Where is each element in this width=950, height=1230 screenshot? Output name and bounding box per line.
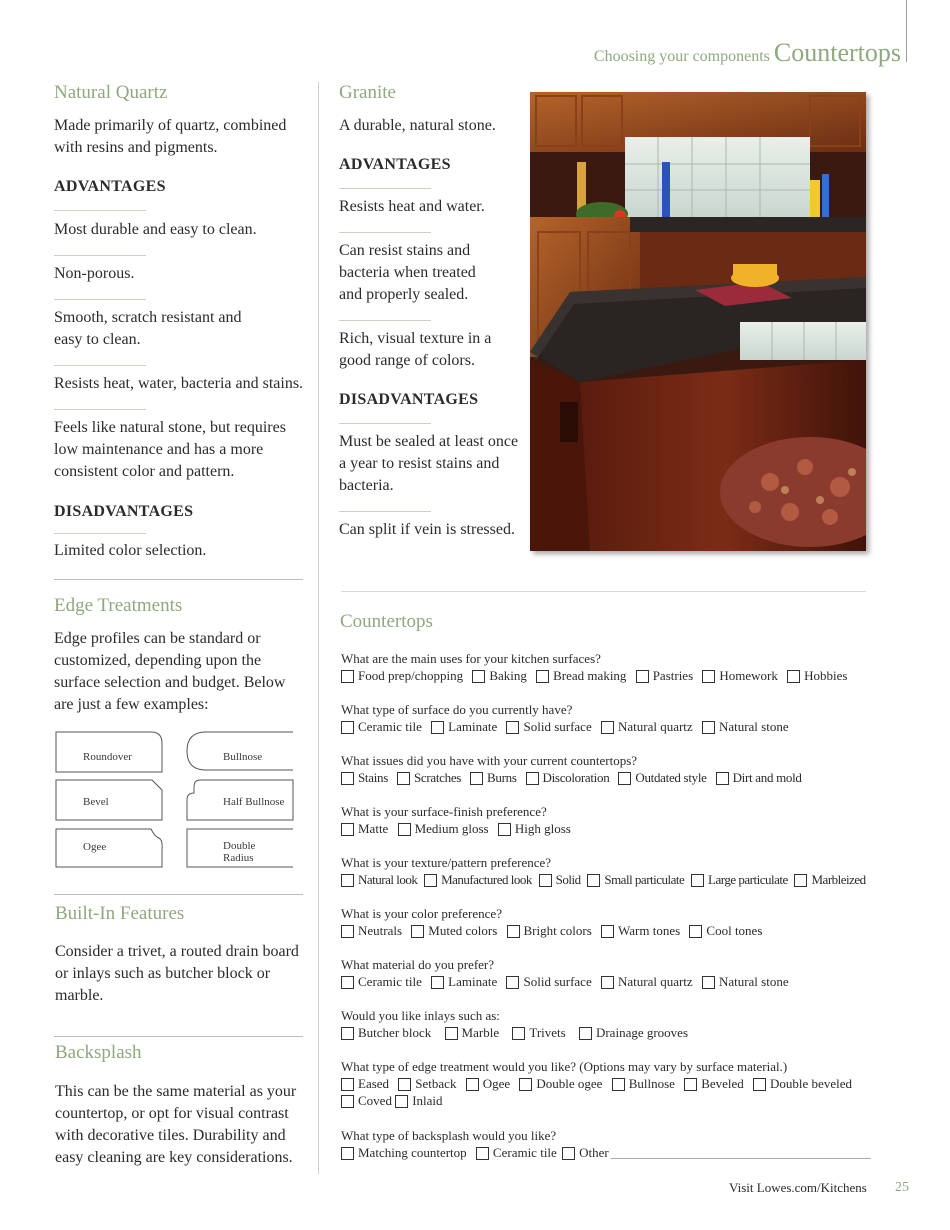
builtin-section [55, 903, 315, 1007]
option-label: Outdated style [635, 770, 707, 785]
checkbox[interactable] [689, 925, 702, 938]
checkbox[interactable] [536, 670, 549, 683]
option-label: Pastries [652, 668, 694, 683]
survey-title: Countertops [340, 611, 433, 632]
checkbox[interactable] [341, 670, 354, 683]
option-label: Small particulate [604, 872, 685, 887]
survey-question [341, 702, 931, 753]
edge-section [54, 595, 304, 716]
checkbox[interactable] [562, 1147, 575, 1160]
divider [54, 533, 146, 534]
divider [339, 511, 431, 512]
option-label: Homework [719, 668, 778, 683]
checkbox[interactable] [341, 1027, 354, 1040]
granite-advantage: Resists heat and water. [339, 198, 485, 215]
divider [54, 365, 146, 366]
option-label: Baking [489, 668, 527, 683]
edge-profile-label: Bullnose [223, 751, 263, 763]
builtin-text: Consider a trivet, a routed drain board or inlays such as butcher block or marble. [55, 943, 299, 1004]
page-number: 25 [895, 1180, 909, 1195]
quartz-advantage: Resists heat, water, bacteria and stains. [54, 375, 304, 392]
option-label: Cool tones [706, 923, 763, 938]
checkbox[interactable] [753, 1078, 766, 1091]
checkbox[interactable] [341, 976, 354, 989]
divider [54, 210, 146, 211]
granite-section [339, 82, 524, 541]
checkbox[interactable] [395, 1095, 408, 1108]
option-label: Butcher block [358, 1025, 432, 1040]
quartz-intro: Made primarily of quartz, combined with resins and pigments. [54, 117, 287, 156]
option-label: Solid [555, 872, 581, 887]
granite-disadvantages-label: DISADVANTAGES [339, 391, 479, 408]
other-input-line[interactable]: ________________________________________ [610, 1145, 871, 1160]
checkbox[interactable] [794, 874, 807, 887]
survey-rule [341, 591, 866, 592]
checkbox[interactable] [612, 1078, 625, 1091]
option-label: Medium gloss [414, 821, 489, 836]
survey-question [341, 855, 931, 906]
survey-question [341, 957, 931, 1008]
checkbox[interactable] [512, 1027, 525, 1040]
option-label: Hobbies [804, 668, 848, 683]
edge-profile-bevel [55, 779, 163, 819]
edge-profile-label: Roundover [83, 751, 132, 763]
option-label: Natural look [358, 872, 418, 887]
option-label: Drainage grooves [595, 1025, 689, 1040]
backsplash-title: Backsplash [55, 1042, 142, 1063]
checkbox[interactable] [526, 772, 539, 785]
divider [339, 423, 431, 424]
divider [339, 232, 431, 233]
option-label: Marbleized [811, 872, 866, 887]
survey-question [341, 1008, 931, 1059]
checkbox[interactable] [341, 823, 354, 836]
granite-disadvantage: Must be sealed at least once a year to resist stains and bacteria. [339, 433, 519, 494]
checkbox[interactable] [445, 1027, 458, 1040]
divider [54, 255, 146, 256]
option-label: Ceramic tile [358, 719, 422, 734]
option-label: Ceramic tile [358, 974, 422, 989]
option-label: Stains [358, 770, 388, 785]
option-label: Bright colors [523, 923, 592, 938]
edge-profile-bullnose [186, 731, 294, 771]
option-label: Ogee [482, 1076, 511, 1091]
option-label: Solid surface [523, 974, 592, 989]
edge-profile-label: Half Bullnose [223, 796, 285, 808]
option-label: Natural stone [718, 719, 789, 734]
checkbox[interactable] [431, 721, 444, 734]
edge-profile-label: Ogee [83, 841, 107, 853]
option-label: Burns [487, 770, 517, 785]
checkbox[interactable] [431, 976, 444, 989]
option-label: Eased [358, 1076, 390, 1091]
quartz-advantages-label: ADVANTAGES [54, 178, 166, 195]
checkbox[interactable] [506, 721, 519, 734]
option-label: Solid surface [523, 719, 592, 734]
checkbox[interactable] [539, 874, 552, 887]
question-text: What issues did you have with your current countertops? [341, 753, 638, 768]
option-label: Dirt and mold [732, 770, 802, 785]
divider [54, 299, 146, 300]
header-section: Choosing your components [593, 48, 770, 65]
granite-title: Granite [339, 82, 396, 103]
survey-question [341, 804, 931, 855]
edge-profile-half-bullnose [186, 779, 294, 819]
question-text: What type of backsplash would you like? [341, 1128, 557, 1143]
checkbox[interactable] [601, 976, 614, 989]
question-text: Would you like inlays such as: [341, 1008, 500, 1023]
checkbox[interactable] [601, 925, 614, 938]
backsplash-section [55, 1042, 315, 1169]
checkbox[interactable] [398, 1078, 411, 1091]
option-label: Beveled [701, 1076, 744, 1091]
backsplash-text: This can be the same material as your countertop, or opt for visual contrast with decorative tiles. Durability and easy cleaning are key considerations. [55, 1083, 297, 1166]
checkbox[interactable] [470, 772, 483, 785]
divider [54, 409, 146, 410]
checkbox[interactable] [341, 772, 354, 785]
option-label: Neutrals [358, 923, 403, 938]
checkbox[interactable] [397, 772, 410, 785]
page-header [594, 38, 901, 68]
survey-question [341, 906, 931, 957]
quartz-disadvantages-label: DISADVANTAGES [54, 503, 194, 520]
checkbox[interactable] [398, 823, 411, 836]
option-label: Bread making [553, 668, 627, 683]
option-label: Coved [358, 1093, 392, 1108]
checkbox[interactable] [341, 925, 354, 938]
section-rule [54, 1036, 303, 1037]
survey-question [341, 1059, 931, 1128]
question-text: What type of edge treatment would you like? (Options may vary by surface material.) [341, 1059, 788, 1074]
option-label: Natural quartz [617, 974, 693, 989]
option-label: Natural stone [718, 974, 789, 989]
checkbox[interactable] [519, 1078, 532, 1091]
kitchen-photo [530, 92, 866, 551]
edge-profile-ogee [55, 828, 163, 868]
option-label: Bullnose [628, 1076, 675, 1091]
divider [339, 320, 431, 321]
option-label: Setback [415, 1076, 457, 1091]
builtin-title: Built-In Features [55, 903, 185, 924]
granite-advantage: Rich, visual texture in a good range of colors. [339, 330, 492, 369]
option-label: Food prep/chopping [358, 668, 464, 683]
option-label: Discoloration [542, 770, 610, 785]
survey-question [341, 753, 931, 804]
checkbox[interactable] [507, 925, 520, 938]
option-label: Muted colors [428, 923, 498, 938]
option-label: Laminate [448, 974, 498, 989]
quartz-section [54, 82, 314, 562]
edge-text: Edge profiles can be standard or customized, depending upon the surface selection and budget. Below are just a few examples: [54, 630, 286, 713]
divider [339, 188, 431, 189]
option-label: Ceramic tile [492, 1145, 557, 1160]
checkbox[interactable] [587, 874, 600, 887]
question-text: What material do you prefer? [341, 957, 495, 972]
header-rule [906, 0, 907, 62]
option-label: Other [579, 1145, 609, 1160]
option-label: Natural quartz [617, 719, 693, 734]
checkbox[interactable] [618, 772, 631, 785]
checkbox[interactable] [424, 874, 437, 887]
checkbox[interactable] [702, 670, 715, 683]
option-label: Trivets [529, 1025, 566, 1040]
survey-question [341, 1128, 931, 1168]
survey-question [341, 651, 931, 702]
checkbox[interactable] [636, 670, 649, 683]
option-label: Matte [358, 821, 389, 836]
checkbox[interactable] [601, 721, 614, 734]
quartz-advantage: Smooth, scratch resistant and easy to clean. [54, 309, 242, 348]
granite-intro: A durable, natural stone. [339, 117, 496, 134]
checkbox[interactable] [341, 721, 354, 734]
option-label: Matching countertop [358, 1145, 467, 1160]
checkbox[interactable] [341, 874, 354, 887]
granite-disadvantage: Can split if vein is stressed. [339, 521, 515, 538]
question-text: What is your color preference? [341, 906, 502, 921]
option-label: Laminate [448, 719, 498, 734]
question-text: What is your surface-finish preference? [341, 804, 547, 819]
checkbox[interactable] [498, 823, 511, 836]
edge-profile-roundover [55, 731, 163, 771]
checkbox[interactable] [702, 976, 715, 989]
checkbox[interactable] [472, 670, 485, 683]
column-divider [318, 82, 319, 1174]
edge-title: Edge Treatments [54, 595, 183, 616]
quartz-advantage: Non-porous. [54, 265, 135, 282]
footer-link[interactable]: Visit Lowes.com/Kitchens [729, 1180, 867, 1195]
edge-profile-double-radius [186, 828, 294, 868]
checkbox[interactable] [691, 874, 704, 887]
option-label: Scratches [413, 770, 462, 785]
question-text: What type of surface do you currently have? [341, 702, 573, 717]
section-rule [54, 579, 303, 580]
header-title: Countertops [773, 38, 901, 67]
section-rule [54, 894, 303, 895]
option-label: Warm tones [618, 923, 681, 938]
quartz-advantage: Feels like natural stone, but requires low maintenance and has a more consistent color and pattern. [54, 419, 286, 480]
option-label: Manufactured look [441, 872, 532, 887]
option-label: Inlaid [412, 1093, 443, 1108]
quartz-title: Natural Quartz [54, 82, 168, 103]
checkbox[interactable] [476, 1147, 489, 1160]
quartz-disadvantage: Limited color selection. [54, 542, 207, 559]
question-text: What are the main uses for your kitchen surfaces? [341, 651, 601, 666]
quartz-advantage: Most durable and easy to clean. [54, 221, 257, 238]
option-label: High gloss [514, 821, 571, 836]
checkbox[interactable] [684, 1078, 697, 1091]
checkbox[interactable] [341, 1078, 354, 1091]
checkbox[interactable] [716, 772, 729, 785]
edge-profile-label: Bevel [83, 796, 109, 808]
checkbox[interactable] [411, 925, 424, 938]
checkbox[interactable] [702, 721, 715, 734]
edge-profile-label: Double Radius [223, 840, 256, 864]
checkbox[interactable] [579, 1027, 592, 1040]
checkbox[interactable] [787, 670, 800, 683]
option-label: Large particulate [708, 872, 788, 887]
option-label: Marble [461, 1025, 500, 1040]
checkbox[interactable] [466, 1078, 479, 1091]
checkbox[interactable] [506, 976, 519, 989]
checkbox[interactable] [341, 1147, 354, 1160]
granite-advantages-label: ADVANTAGES [339, 156, 451, 173]
survey-questions [341, 651, 931, 1168]
option-label: Double ogee [536, 1076, 603, 1091]
checkbox[interactable] [341, 1095, 354, 1108]
granite-advantage: Can resist stains and bacteria when treated and properly sealed. [339, 242, 476, 303]
option-label: Double beveled [770, 1076, 852, 1091]
question-text: What is your texture/pattern preference? [341, 855, 552, 870]
